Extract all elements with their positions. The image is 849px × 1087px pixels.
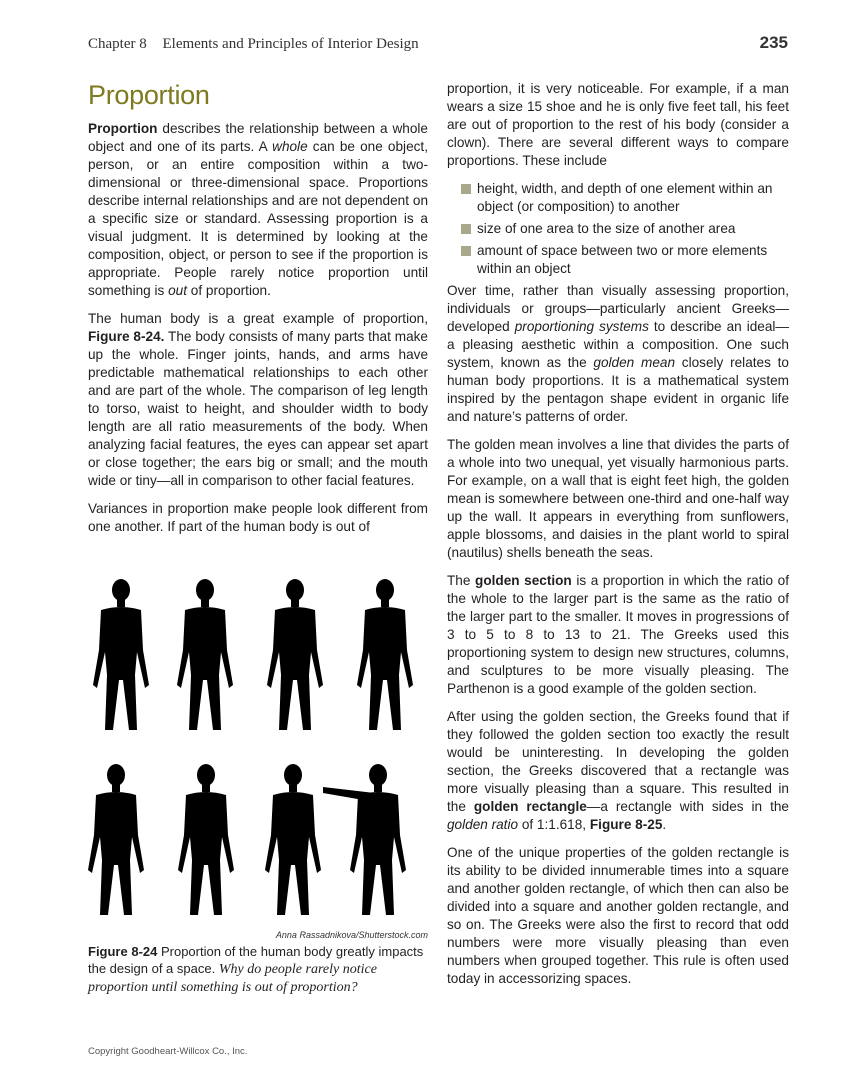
silhouette [88, 764, 144, 915]
text-run: of 1:1.618, [518, 817, 590, 832]
paragraph [447, 572, 789, 698]
paragraph [447, 708, 789, 834]
running-header [88, 36, 419, 53]
bullet-square-icon [461, 184, 471, 194]
silhouette [177, 579, 233, 730]
text-run: The [447, 573, 476, 588]
right-body [447, 282, 789, 988]
silhouette [265, 764, 321, 915]
bold-term: Figure 8-24. [88, 329, 165, 344]
right-column [447, 80, 789, 998]
chapter-label: Chapter 8 [88, 36, 147, 52]
photo-credit: Anna Rassadnikova/Shutterstock.com [275, 930, 428, 940]
paragraph [88, 120, 428, 300]
text-run: The body consists of many parts that make up the whole. Finger joints, hands, and arms have predictable mathematical relationships to each other and are part of the whole. The comparison of leg length to torso, waist to height, and shoulder width to body length are all ratio measurements of the body. When analyzing facial features, the eyes can appear set apart or close together; the ears big or small; and the mouth wide or tiny—all in comparison to other facial features. [88, 329, 428, 488]
text-run: of proportion. [187, 283, 271, 298]
human-silhouettes-figure [88, 575, 430, 930]
text-run: After using the golden section, the Greeks found that if they followed the golden section too exactly the result would be uninteresting. In developing the golden section, the Greeks discovered that a rectangle was more visually pleasing than a square. This resulted in the [447, 709, 789, 814]
paragraph [88, 310, 428, 490]
list-item-text: size of one area to the size of another area [477, 221, 736, 236]
text-run: to describe an ideal—a pleasing aesthetic within a composition. One such system, known as the [447, 319, 790, 370]
bullet-list [447, 180, 789, 278]
bold-term: Figure 8-25 [589, 817, 663, 832]
paragraph [447, 844, 789, 988]
text-run: can be one object, person, or an entire composition within a two-dimensional or three-dimensional space. Proportions describe internal relationships and are not dependent on a specific size or standard. Assessing proportion is a visual judgment. It is determined by looking at the composition, object, or person to see if the proportion is appropriate. People rarely notice proportion until something is [88, 139, 428, 298]
caption-text: Proportion of the human body greatly impacts the design of a space. [88, 944, 424, 976]
caption-question: Why do people rarely notice proportion until something is out of proportion? [88, 962, 377, 995]
text-run: . [662, 817, 667, 832]
list-item-text: amount of space between two or more elements within an object [477, 243, 768, 276]
section-title: Proportion [88, 80, 210, 110]
silhouette [357, 579, 413, 730]
chapter-title: Elements and Principles of Interior Design [162, 36, 419, 52]
text-run: One of the unique properties of the golden rectangle is its ability to be divided innumerable times into a square and another golden rectangle, of which then can also be divided into a square and another golden rectangle, and so on. The Greeks were also the first to record that odd numbers were more visually pleasing than even numbers when grouped together. This rule is often used today in accessorizing spaces. [447, 845, 789, 986]
silhouette [267, 579, 323, 730]
text-run: is a proportion in which the ratio of the whole to the larger part is the same as the ratio of the larger part to the smaller. It moves in progressions of 3 to 5 to 8 to 13 to 21. The Greeks used this proportioning system to design new structures, columns, and sculptures to be more visually pleasing. The Parthenon is a good example of the golden section. [447, 573, 790, 696]
italic-term: whole [272, 139, 308, 154]
paragraph [88, 500, 428, 536]
text-run: Over time, rather than visually assessing proportion, individuals or groups—particularly ancient Greeks—developed [447, 283, 789, 334]
silhouette [323, 764, 406, 915]
bold-term: golden rectangle [473, 799, 587, 814]
bold-term: golden section [475, 573, 572, 588]
list-item [461, 220, 789, 238]
text-run: The golden mean involves a line that divides the parts of a whole into two unequal, yet visually harmonious parts. For example, on a wall that is eight feet high, the golden mean is somewhere between one-third and one-half way up the wall. It appears in everything from sunflowers, apple blossoms, and daisies in the plant world to spiral (nautilus) shells beneath the seas. [447, 437, 789, 560]
paragraph [447, 282, 789, 426]
italic-term: out [168, 283, 187, 298]
silhouette [178, 764, 234, 915]
text-run: Variances in proportion make people look different from one another. If part of the human body is out of [88, 501, 428, 534]
text-run: closely relates to human body proportions. It is a mathematical system inspired by the pentagon shape evident in organic life and nature’s patterns of order. [447, 355, 789, 424]
bullet-square-icon [461, 224, 471, 234]
bold-term: Proportion [88, 121, 158, 136]
copyright: Copyright Goodheart-Willcox Co., Inc. [88, 1046, 248, 1057]
figure-label: Figure 8-24 [88, 944, 158, 959]
silhouette [93, 579, 149, 730]
left-body [88, 120, 428, 536]
left-column [88, 80, 428, 546]
bullet-square-icon [461, 246, 471, 256]
italic-term: golden ratio [447, 817, 519, 832]
text-run: describes the relationship between a whole object and one of its parts. A [88, 121, 428, 154]
paragraph [447, 436, 789, 562]
text-run: proportion, it is very noticeable. For example, if a man wears a size 15 shoe and he is only five feet tall, his feet are out of proportion to the rest of his body (consider a clown). There are several different ways to compare proportions. These include [447, 81, 789, 168]
text-run: —a rectangle with sides in the [586, 799, 789, 814]
paragraph [447, 80, 789, 170]
page-number: 235 [759, 33, 788, 52]
list-item-text: height, width, and depth of one element within an object (or composition) to another [477, 181, 773, 214]
italic-term: proportioning systems [514, 319, 649, 334]
figure-caption [88, 943, 428, 996]
list-item [461, 180, 789, 216]
list-item [461, 242, 789, 278]
italic-term: golden mean [593, 355, 676, 370]
text-run: The human body is a great example of proportion, [88, 311, 428, 326]
